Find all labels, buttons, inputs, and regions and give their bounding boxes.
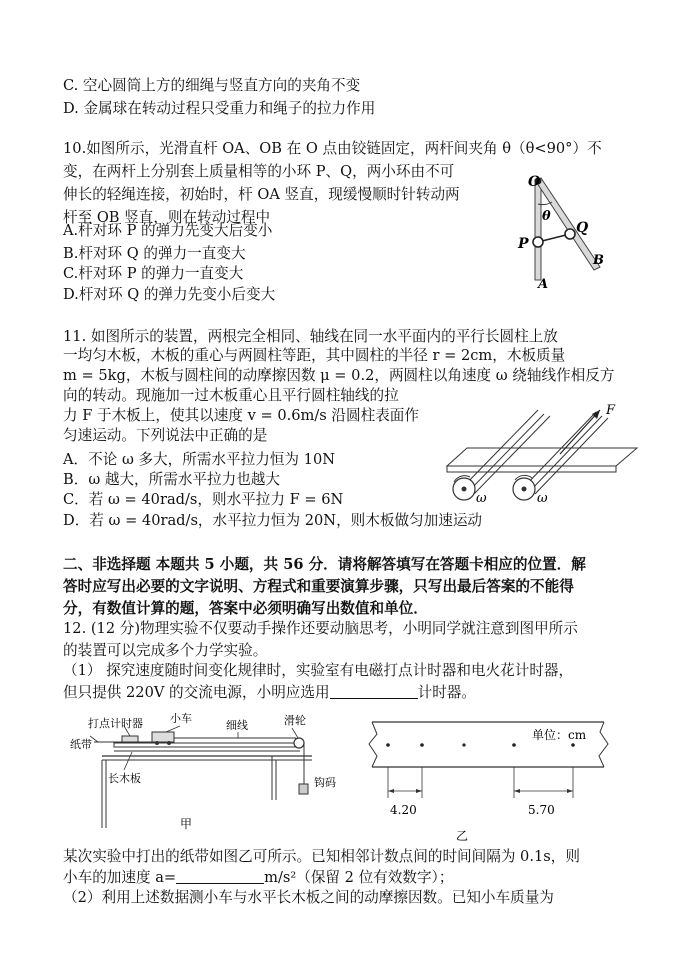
q10-option-a: A.杆对环 P 的弹力先变大后变小 (63, 222, 273, 239)
tape-dot (386, 743, 390, 747)
q11-option-b: B．ω 越大，所需水平拉力也越大 (63, 471, 280, 488)
tape-dot (571, 743, 575, 747)
label-b: B (593, 253, 604, 268)
q11-stem-line-6: 匀速运动。下列说法中正确的是 (63, 427, 268, 444)
q11-option-c: C．若 ω = 40rad/s，则水平拉力 F = 6N (63, 491, 344, 508)
q10-stem-line-2: 变，在两杆上分别套上质量相等的小环 P、Q，两小环由不可 (63, 163, 455, 180)
label-string: 细线 (226, 719, 248, 732)
label-d2: 5.70 (528, 803, 555, 817)
q11-option-d: D．若 ω = 40rad/s，水平拉力恒为 20N，则木板做匀加速运动 (63, 512, 483, 529)
q11-option-a: A．不论 ω 多大，所需水平拉力恒为 10N (63, 451, 336, 468)
tape-dot (512, 743, 516, 747)
caption-jia: 甲 (180, 817, 193, 831)
q9-option-c: C. 空心圆筒上方的细绳与竖直方向的夹角不变 (63, 77, 361, 94)
label-cart: 小车 (170, 712, 192, 725)
ring-q (565, 229, 575, 239)
q11-stem-line-1: 11. 如图所示的装置，两根完全相同、轴线在同一水平面内的平行长圆柱上放 (63, 328, 558, 345)
q10-stem-line-4: 杆至 OB 竖直，则在转动过程中 (63, 209, 271, 226)
caption-yi: 乙 (456, 829, 469, 843)
q12-part1-line-1: （1） 探究速度随时间变化规律时，实验室有电磁打点计时器和电火花计时器， (63, 662, 574, 679)
q12-after-line-2 (63, 868, 453, 888)
cart (152, 732, 174, 742)
section2-heading-line-3: 分，有数值计算的题，答案中必须明确写出数值和单位． (63, 600, 428, 617)
q10-rod-figure (508, 168, 618, 290)
q10-option-b: B.杆对环 Q 的弹力一直变大 (63, 245, 246, 262)
label-timer: 打点计时器 (88, 717, 143, 730)
q12-stem-line-2: 的装置可以完成多个力学实验。 (63, 642, 268, 659)
label-theta: θ (542, 209, 551, 224)
ring-p (533, 237, 543, 247)
label-f: F (606, 403, 616, 418)
q11-board-cylinder-figure (440, 402, 640, 506)
q12-apparatus-figure (62, 710, 352, 832)
q11-stem-line-5: 力 F 于木板上，使其以速度 v = 0.6m/s 沿圆柱表面作 (63, 407, 419, 424)
label-omega-left: ω (476, 491, 487, 506)
q12-after-text-b: m/s²（保留 2 位有效数字）； (264, 869, 454, 886)
tape-dot (462, 743, 465, 746)
tape-dot (420, 743, 424, 747)
label-pulley: 滑轮 (284, 714, 306, 727)
answer-blank-timer[interactable] (330, 683, 418, 699)
section2-heading-line-1: 二、非选择题 本题共 5 小题，共 56 分．请将解答填写在答题卡相应的位置．解 (63, 556, 586, 573)
label-unit: 单位：cm (532, 728, 587, 742)
q12-stem-line-1: 12. (12 分)物理实验不仅要动手操作还要动脑思考，小明同学就注意到图甲所示 (63, 620, 578, 637)
q12-paper-tape-figure (364, 716, 614, 848)
section2-heading-line-2: 答时应写出必要的文字说明、方程式和重要演算步骤，只写出最后答案的不能得 (63, 578, 574, 595)
answer-blank-acceleration[interactable] (176, 868, 264, 884)
q10-option-d: D.杆对环 Q 的弹力先变小后变大 (63, 286, 276, 303)
q10-stem-line-3: 伸长的轻绳连接，初始时，杆 OA 竖直，现缓慢顺时针转动两 (63, 186, 460, 203)
q12-part1-text-a: 但只提供 220V 的交流电源，小明应选用 (63, 684, 330, 701)
q12-part1-text-b: 计时器。 (417, 684, 476, 701)
label-a: A (538, 277, 549, 290)
label-p: P (518, 236, 529, 252)
pulley (294, 738, 304, 748)
q11-stem-line-4: 向的转动。现施加一过木板重心且平行圆柱轴线的拉 (63, 387, 399, 404)
q11-stem-line-3: m = 5kg，木板与圆柱间的动摩擦因数 μ = 0.2，两圆柱以角速度 ω 绕轴线作相反方 (63, 367, 615, 384)
label-d1: 4.20 (390, 803, 417, 817)
label-omega-right: ω (537, 491, 548, 506)
label-o: O (528, 174, 541, 190)
q12-after-text-a: 小车的加速度 a= (63, 869, 177, 886)
q9-option-d: D. 金属球在转动过程只受重力和绳子的拉力作用 (63, 100, 376, 117)
q12-part2-line-1: （2）利用上述数据测小车与水平长木板之间的动摩擦因数。已知小车质量为 (63, 889, 554, 906)
label-weight: 钩码 (314, 776, 336, 789)
q12-part1-line-2 (63, 683, 476, 703)
q11-stem-line-2: 一均匀木板，木板的重心与两圆柱等距，其中圆柱的半径 r = 2cm，木板质量 (63, 347, 566, 364)
q10-stem-line-1: 10.如图所示，光滑直杆 OA、OB 在 O 点由铰链固定，两杆间夹角 θ（θ<90°）不 (63, 140, 602, 157)
q10-option-c: C.杆对环 P 的弹力一直变大 (63, 265, 244, 282)
q12-after-line-1: 某次实验中打出的纸带如图乙可所示。已知相邻计数点间的时间间隔为 0.1s，则 (63, 848, 580, 865)
label-q: Q (576, 220, 589, 236)
label-tape: 纸带 (70, 738, 92, 751)
label-board: 长木板 (108, 772, 141, 785)
weight (299, 784, 308, 794)
